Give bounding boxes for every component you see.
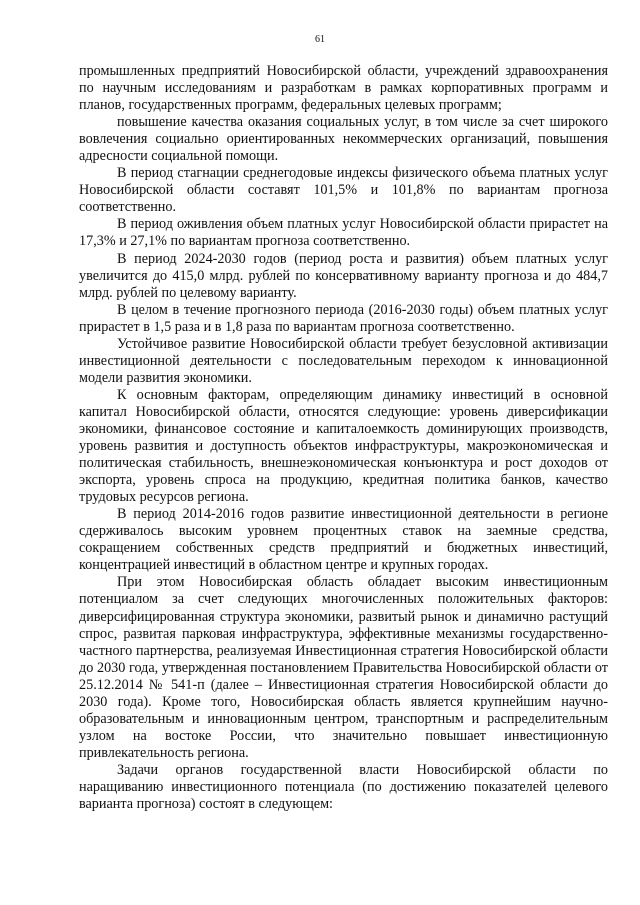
paragraph-3: В период стагнации среднегодовые индексы физического объема платных услуг Новосибирской области составят 101,5% и 101,8% по вариантам прогноза соответственно. — [79, 165, 608, 216]
paragraph-1: промышленных предприятий Новосибирской области, учреждений здравоохранения по научным исследованиям и разработкам в рамках корпоративных программ и планов, государственных программ, федеральных целевых программ; — [79, 63, 608, 114]
paragraph-10: При этом Новосибирская область обладает высоким инвестиционным потенциалом за счет следующих многочисленных положительных факторов: диверсифицированная структура экономики, развитый рынок и динамично растущий спрос, развитая парковая инфраструктура, эффективные механизмы государственно-частного партнерства, реализуемая Инвестиционная стратегия Новосибирской области до 2030 года, утвержденная постановлением Правительства Новосибирской области от 25.12.2014 № 541-п (далее – Инвестиционная стратегия Новосибирской области до 2030 года). Кроме того, Новосибирская область является крупнейшим научно-образовательным и инновационным центром, транспортным и распределительным узлом на востоке России, что значительно повышает инвестиционную привлекательность региона. — [79, 574, 608, 761]
document-body — [79, 63, 608, 813]
paragraph-2: повышение качества оказания социальных услуг, в том числе за счет широкого вовлечения социально ориентированных некоммерческих организаций, повышения адресности социальной помощи. — [79, 114, 608, 165]
paragraph-9: В период 2014-2016 годов развитие инвестиционной деятельности в регионе сдерживалось высоким уровнем процентных ставок на заемные средства, сокращением собственных средств предприятий и бюджетных инвестиций, концентрацией инвестиций в областном центре и крупных городах. — [79, 506, 608, 574]
paragraph-6: В целом в течение прогнозного периода (2016-2030 годы) объем платных услуг прирастет в 1,5 раза и в 1,8 раза по вариантам прогноза соответственно. — [79, 301, 608, 335]
paragraph-7: Устойчивое развитие Новосибирской области требует безусловной активизации инвестиционной деятельности с последовательным переходом к инновационной модели развития экономики. — [79, 335, 608, 386]
paragraph-11: Задачи органов государственной власти Новосибирской области по наращиванию инвестиционного потенциала (по достижению показателей целевого варианта прогноза) состоят в следующем: — [79, 761, 608, 813]
page-number: 61 — [315, 34, 325, 45]
paragraph-8: К основным факторам, определяющим динамику инвестиций в основной капитал Новосибирской области, относятся следующие: уровень диверсификации экономики, финансовое состояние и капиталоемкость доминирующих производств, уровень развития и доступность объектов инфраструктуры, макроэкономическая и политическая стабильность, внешнеэкономическая конъюнктура и рост доходов от экспорта, уровень спроса на продукцию, кредитная политика банков, качество трудовых ресурсов региона. — [79, 386, 608, 506]
paragraph-5: В период 2024-2030 годов (период роста и развития) объем платных услуг увеличится до 415,0 млрд. рублей по консервативному варианту прогноза и до 484,7 млрд. рублей по целевому варианту. — [79, 250, 608, 301]
paragraph-4: В период оживления объем платных услуг Новосибирской области прирастет на 17,3% и 27,1% по вариантам прогноза соответственно. — [79, 216, 608, 250]
